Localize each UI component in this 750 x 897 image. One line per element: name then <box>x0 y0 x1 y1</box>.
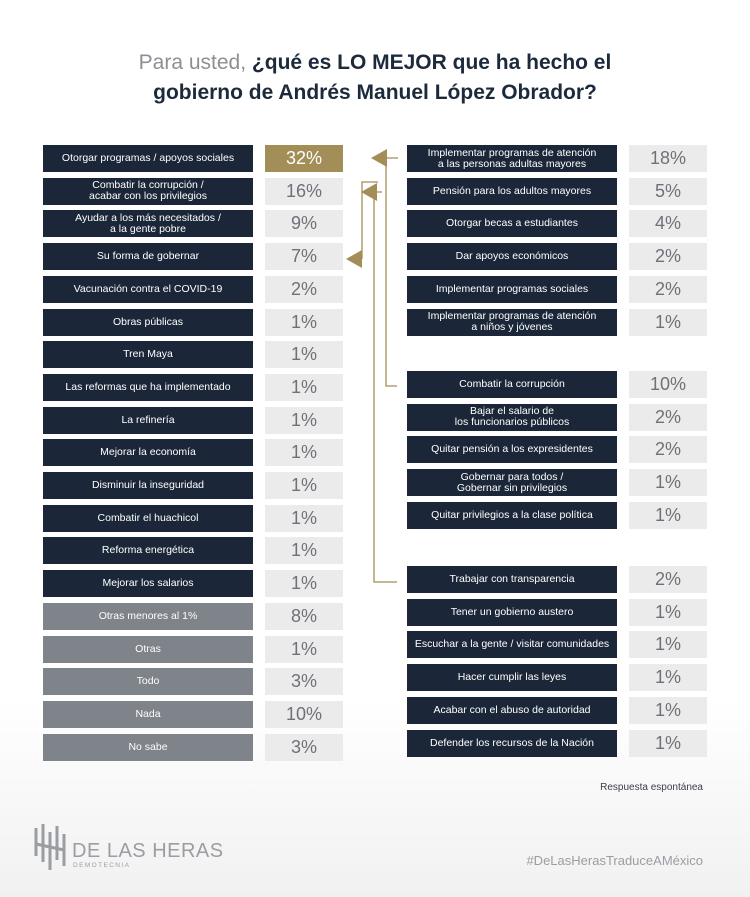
row-label: Otras <box>43 636 253 663</box>
row-value: 1% <box>629 502 707 529</box>
row-label: Las reformas que ha implementado <box>43 374 253 401</box>
row-label: No sabe <box>43 734 253 761</box>
row-value: 32% <box>265 145 343 172</box>
row-label: Quitar privilegios a la clase política <box>407 502 617 529</box>
row-label: Hacer cumplir las leyes <box>407 664 617 691</box>
row-value: 16% <box>265 178 343 205</box>
row-label: Ayudar a los más necesitados / a la gente pobre <box>43 210 253 237</box>
row-value: 1% <box>265 570 343 597</box>
row-value: 18% <box>629 145 707 172</box>
footnote: Respuesta espontánea <box>600 782 703 793</box>
row-value: 1% <box>265 505 343 532</box>
row-value: 1% <box>265 537 343 564</box>
row-value: 2% <box>629 566 707 593</box>
row-value: 9% <box>265 210 343 237</box>
row-label: Implementar programas de atención a niños y jóvenes <box>407 309 617 336</box>
row-label: Bajar el salario de los funcionarios públicos <box>407 404 617 431</box>
row-label: Defender los recursos de la Nación <box>407 730 617 757</box>
row-label: Disminuir la inseguridad <box>43 472 253 499</box>
row-value: 1% <box>629 697 707 724</box>
row-value: 1% <box>265 341 343 368</box>
row-label: Escuchar a la gente / visitar comunidades <box>407 631 617 658</box>
title-question-line1: ¿qué es LO MEJOR que ha hecho el <box>251 51 612 74</box>
row-label: Reforma energética <box>43 537 253 564</box>
row-label: Combatir la corrupción / acabar con los privilegios <box>43 178 253 205</box>
row-value: 1% <box>629 730 707 757</box>
row-value: 1% <box>629 664 707 691</box>
row-label: Quitar pensión a los expresidentes <box>407 436 617 463</box>
row-value: 1% <box>265 407 343 434</box>
row-label: Todo <box>43 668 253 695</box>
title-intro: Para usted, <box>138 51 247 74</box>
row-label: Otras menores al 1% <box>43 603 253 630</box>
row-value: 8% <box>265 603 343 630</box>
row-label: Vacunación contra el COVID-19 <box>43 276 253 303</box>
row-value: 1% <box>629 469 707 496</box>
row-value: 3% <box>265 734 343 761</box>
row-label: Otorgar becas a estudiantes <box>407 210 617 237</box>
row-value: 2% <box>629 243 707 270</box>
row-value: 2% <box>629 436 707 463</box>
row-label: Mejorar la economía <box>43 439 253 466</box>
row-label: Mejorar los salarios <box>43 570 253 597</box>
row-value: 1% <box>629 631 707 658</box>
row-label: Su forma de gobernar <box>43 243 253 270</box>
row-label: Obras públicas <box>43 309 253 336</box>
row-label: Implementar programas sociales <box>407 276 617 303</box>
row-value: 1% <box>265 439 343 466</box>
row-value: 10% <box>629 371 707 398</box>
row-label: Combatir el huachicol <box>43 505 253 532</box>
row-label: Tener un gobierno austero <box>407 599 617 626</box>
row-label: Pensión para los adultos mayores <box>407 178 617 205</box>
row-label: Gobernar para todos / Gobernar sin privilegios <box>407 469 617 496</box>
brand-name: DE LAS HERAS <box>72 840 224 862</box>
row-value: 1% <box>265 309 343 336</box>
row-label: Tren Maya <box>43 341 253 368</box>
row-value: 2% <box>629 276 707 303</box>
row-value: 2% <box>265 276 343 303</box>
row-label: Trabajar con transparencia <box>407 566 617 593</box>
row-label: Acabar con el abuso de autoridad <box>407 697 617 724</box>
hashtag: #DeLasHerasTraduceAMéxico <box>526 853 703 868</box>
row-value: 1% <box>265 374 343 401</box>
row-value: 1% <box>629 599 707 626</box>
row-label: Otorgar programas / apoyos sociales <box>43 145 253 172</box>
row-label: Implementar programas de atención a las personas adultas mayores <box>407 145 617 172</box>
row-value: 4% <box>629 210 707 237</box>
row-value: 7% <box>265 243 343 270</box>
row-label: Combatir la corrupción <box>407 371 617 398</box>
row-value: 5% <box>629 178 707 205</box>
row-label: Dar apoyos económicos <box>407 243 617 270</box>
row-label: Nada <box>43 701 253 728</box>
row-value: 1% <box>629 309 707 336</box>
row-label: La refinería <box>43 407 253 434</box>
row-value: 1% <box>265 636 343 663</box>
row-value: 3% <box>265 668 343 695</box>
row-value: 2% <box>629 404 707 431</box>
title-question-line2: gobierno de Andrés Manuel López Obrador? <box>153 81 597 104</box>
row-value: 1% <box>265 472 343 499</box>
row-value: 10% <box>265 701 343 728</box>
brand-subtitle: DEMOTECNIA <box>73 862 131 869</box>
logo-icon <box>33 822 67 874</box>
